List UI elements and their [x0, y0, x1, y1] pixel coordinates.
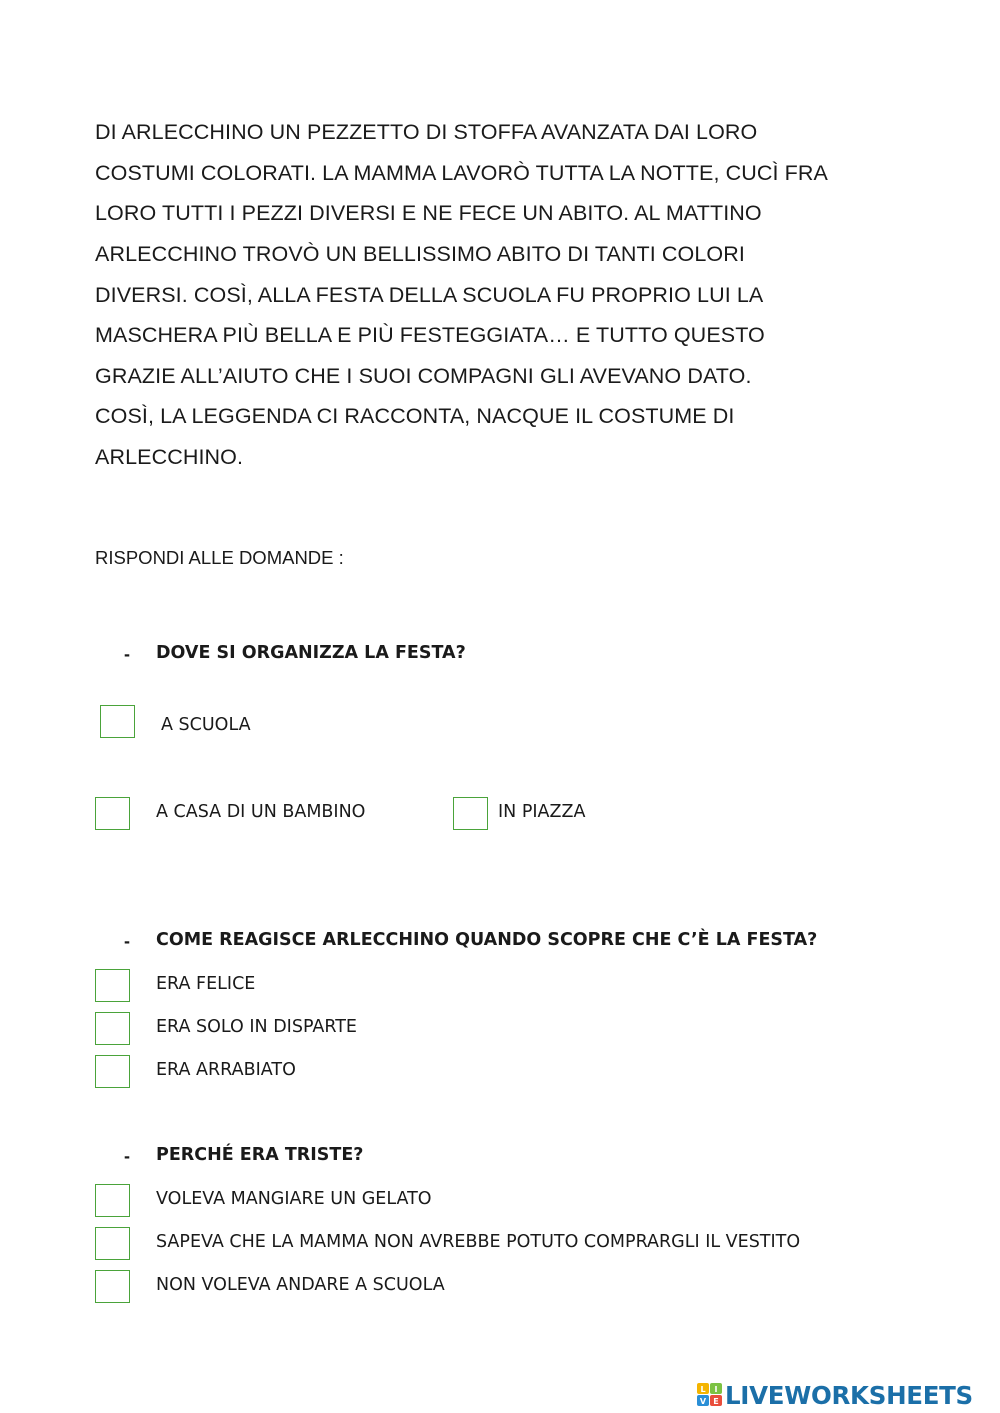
liveworksheets-logo[interactable] [697, 1378, 973, 1412]
answer-label: A SCUOLA [161, 715, 251, 735]
logo-wordmark: LIVEWORKSHEETS [725, 1380, 973, 1410]
answer-checkbox[interactable] [95, 797, 130, 830]
svg-text:L: L [700, 1385, 706, 1394]
question-title: PERCHÉ ERA TRISTE? [156, 1145, 364, 1165]
svg-text:I: I [714, 1385, 718, 1394]
answer-label: IN PIAZZA [498, 802, 586, 822]
story-line: ARLECCHINO TROVÒ UN BELLISSIMO ABITO DI TANTI COLORI [95, 242, 745, 266]
answer-checkbox[interactable] [95, 1184, 130, 1217]
story-line: COSÌ, LA LEGGENDA CI RACCONTA, NACQUE IL COSTUME DI [95, 404, 735, 428]
answer-checkbox[interactable] [453, 797, 488, 830]
answer-checkbox[interactable] [95, 1012, 130, 1045]
answer-label: VOLEVA MANGIARE UN GELATO [156, 1189, 432, 1209]
bullet-dash: - [124, 931, 130, 951]
svg-text:E: E [713, 1397, 719, 1406]
bullet-dash: - [124, 1146, 130, 1166]
svg-text:V: V [699, 1397, 707, 1406]
answer-label: NON VOLEVA ANDARE A SCUOLA [156, 1275, 445, 1295]
answer-label: ERA ARRABIATO [156, 1060, 296, 1080]
story-line: DIVERSI. COSÌ, ALLA FESTA DELLA SCUOLA FU PROPRIO LUI LA [95, 283, 764, 307]
liveworksheets-logo-icon [697, 1383, 723, 1407]
question-title: COME REAGISCE ARLECCHINO QUANDO SCOPRE CHE C’È LA FESTA? [156, 930, 818, 950]
answer-label: SAPEVA CHE LA MAMMA NON AVREBBE POTUTO COMPRARGLI IL VESTITO [156, 1232, 801, 1252]
answer-checkbox[interactable] [95, 1055, 130, 1088]
answer-checkbox[interactable] [95, 1270, 130, 1303]
answer-checkbox[interactable] [95, 969, 130, 1002]
answer-label: ERA SOLO IN DISPARTE [156, 1017, 357, 1037]
bullet-dash: - [124, 644, 130, 664]
story-line: LORO TUTTI I PEZZI DIVERSI E NE FECE UN ABITO. AL MATTINO [95, 201, 762, 225]
answer-label: ERA FELICE [156, 974, 256, 994]
question-title: DOVE SI ORGANIZZA LA FESTA? [156, 643, 466, 663]
story-line: DI ARLECCHINO UN PEZZETTO DI STOFFA AVANZATA DAI LORO [95, 120, 758, 144]
story-line: COSTUMI COLORATI. LA MAMMA LAVORÒ TUTTA LA NOTTE, CUCÌ FRA [95, 161, 828, 185]
answer-checkbox[interactable] [100, 705, 135, 738]
story-line: ARLECCHINO. [95, 445, 244, 469]
answer-checkbox[interactable] [95, 1227, 130, 1260]
story-line: GRAZIE ALL’AIUTO CHE I SUOI COMPAGNI GLI AVEVANO DATO. [95, 364, 752, 388]
instructions-heading: RISPONDI ALLE DOMANDE : [95, 547, 344, 568]
answer-label: A CASA DI UN BAMBINO [156, 802, 366, 822]
story-line: MASCHERA PIÙ BELLA E PIÙ FESTEGGIATA… E TUTTO QUESTO [95, 323, 765, 347]
